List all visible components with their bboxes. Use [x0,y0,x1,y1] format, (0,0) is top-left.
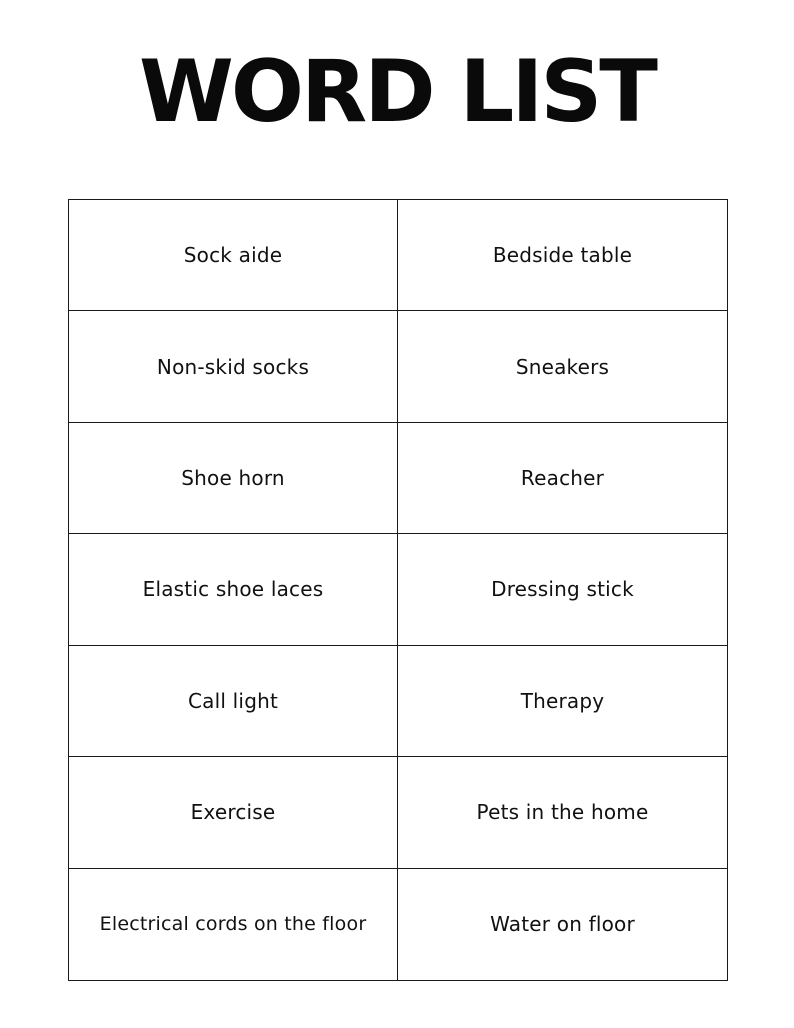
page-title: WORD LIST [139,42,655,142]
word-cell: Call light [69,646,398,757]
word-cell: Water on floor [490,912,635,937]
word-table [68,199,728,981]
word-cell: Shoe horn [69,423,398,534]
word-cell: Dressing stick [398,534,727,645]
word-cell: Therapy [398,646,727,757]
word-cell: Electrical cords on the floor [69,869,398,980]
word-cell: Reacher [398,423,727,534]
word-cell: Non-skid socks [69,311,398,422]
word-cell: Pets in the home [398,757,727,868]
word-cell: Elastic shoe laces [69,534,398,645]
word-cell: Bedside table [398,200,727,311]
word-cell: Sneakers [398,311,727,422]
word-cell: Exercise [69,757,398,868]
word-cell: Sock aide [69,200,398,311]
